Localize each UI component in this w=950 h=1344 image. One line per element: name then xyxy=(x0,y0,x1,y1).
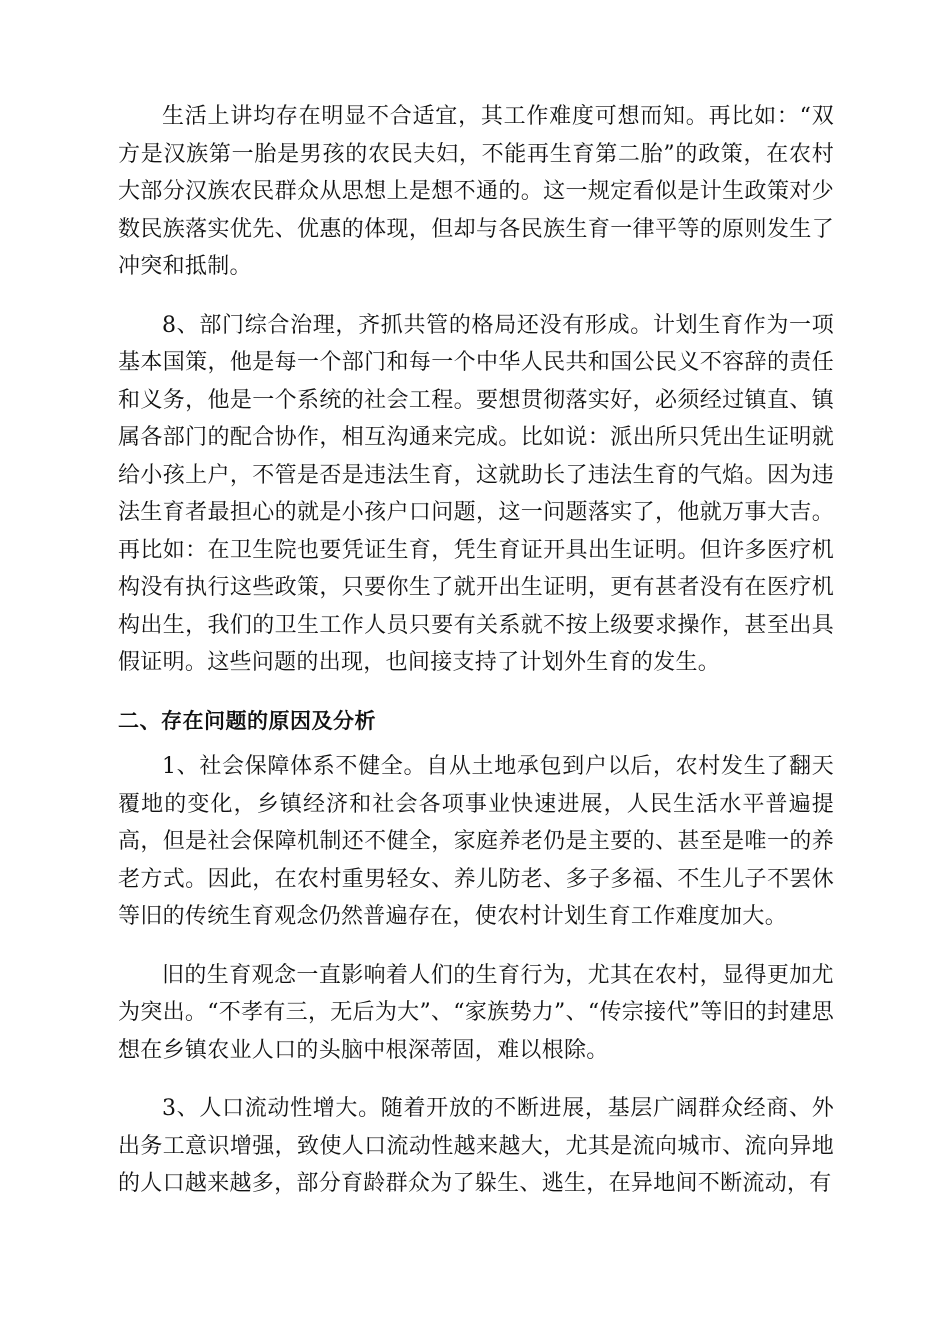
document-body xyxy=(118,98,834,1203)
section-heading-causes-analysis: 二、存在问题的原因及分析 xyxy=(118,708,376,733)
paragraph-3-population-mobility: 3、人口流动性增大。随着开放的不断进展，基层广阔群众经商、外出务工意识增强，致使人口流动性越来越大，尤其是流向城市、流向异地的人口越来越多，部分育龄群众为了躲生、逃生，在异地间不断流动，有 xyxy=(118,1096,834,1196)
paragraph-continuation: 生活上讲均存在明显不合适宜，其工作难度可想而知。再比如：“双方是汉族第一胎是男孩的农民夫妇，不能再生育第二胎”的政策，在农村大部分汉族农民群众从思想上是想不通的。这一规定看似是计生政策对少数民族落实优先、优惠的体现，但却与各民族生育一律平等的原则发生了冲突和抵制。 xyxy=(118,104,834,279)
paragraph-1-social-security: 1、社会保障体系不健全。自从土地承包到户以后，农村发生了翻天覆地的变化，乡镇经济和社会各项事业快速进展，人民生活水平普遍提高，但是社会保障机制还不健全，家庭养老仍是主要的、甚至是唯一的养老方式。因此，在农村重男轻女、养儿防老、多子多福、不生儿子不罢休等旧的传统生育观念仍然普遍存在，使农村计划生育工作难度加大。 xyxy=(118,754,834,929)
paragraph-8-department-governance: 8、部门综合治理，齐抓共管的格局还没有形成。计划生育作为一项基本国策，他是每一个部门和每一个中华人民共和国公民义不容辞的责任和义务，他是一个系统的社会工程。要想贯彻落实好，必须经过镇直、镇属各部门的配合协作，相互沟通来完成。比如说：派出所只凭出生证明就给小孩上户，不管是否是违法生育，这就助长了违法生育的气焰。因为违法生育者最担心的就是小孩户口问题，这一问题落实了，他就万事大吉。再比如：在卫生院也要凭证生育，凭生育证开具出生证明。但许多医疗机构没有执行这些政策，只要你生了就开出生证明，更有甚者没有在医疗机构出生，我们的卫生工作人员只要有关系就不按上级要求操作，甚至出具假证明。这些问题的出现，也间接支持了计划外生育的发生。 xyxy=(118,312,834,675)
paragraph-old-fertility-concepts: 旧的生育观念一直影响着人们的生育行为，尤其在农村，显得更加尤为突出。“不孝有三，无后为大”、“家族势力”、“传宗接代”等旧的封建思想在乡镇农业人口的头脑中根深蒂固，难以根除。 xyxy=(118,962,834,1063)
